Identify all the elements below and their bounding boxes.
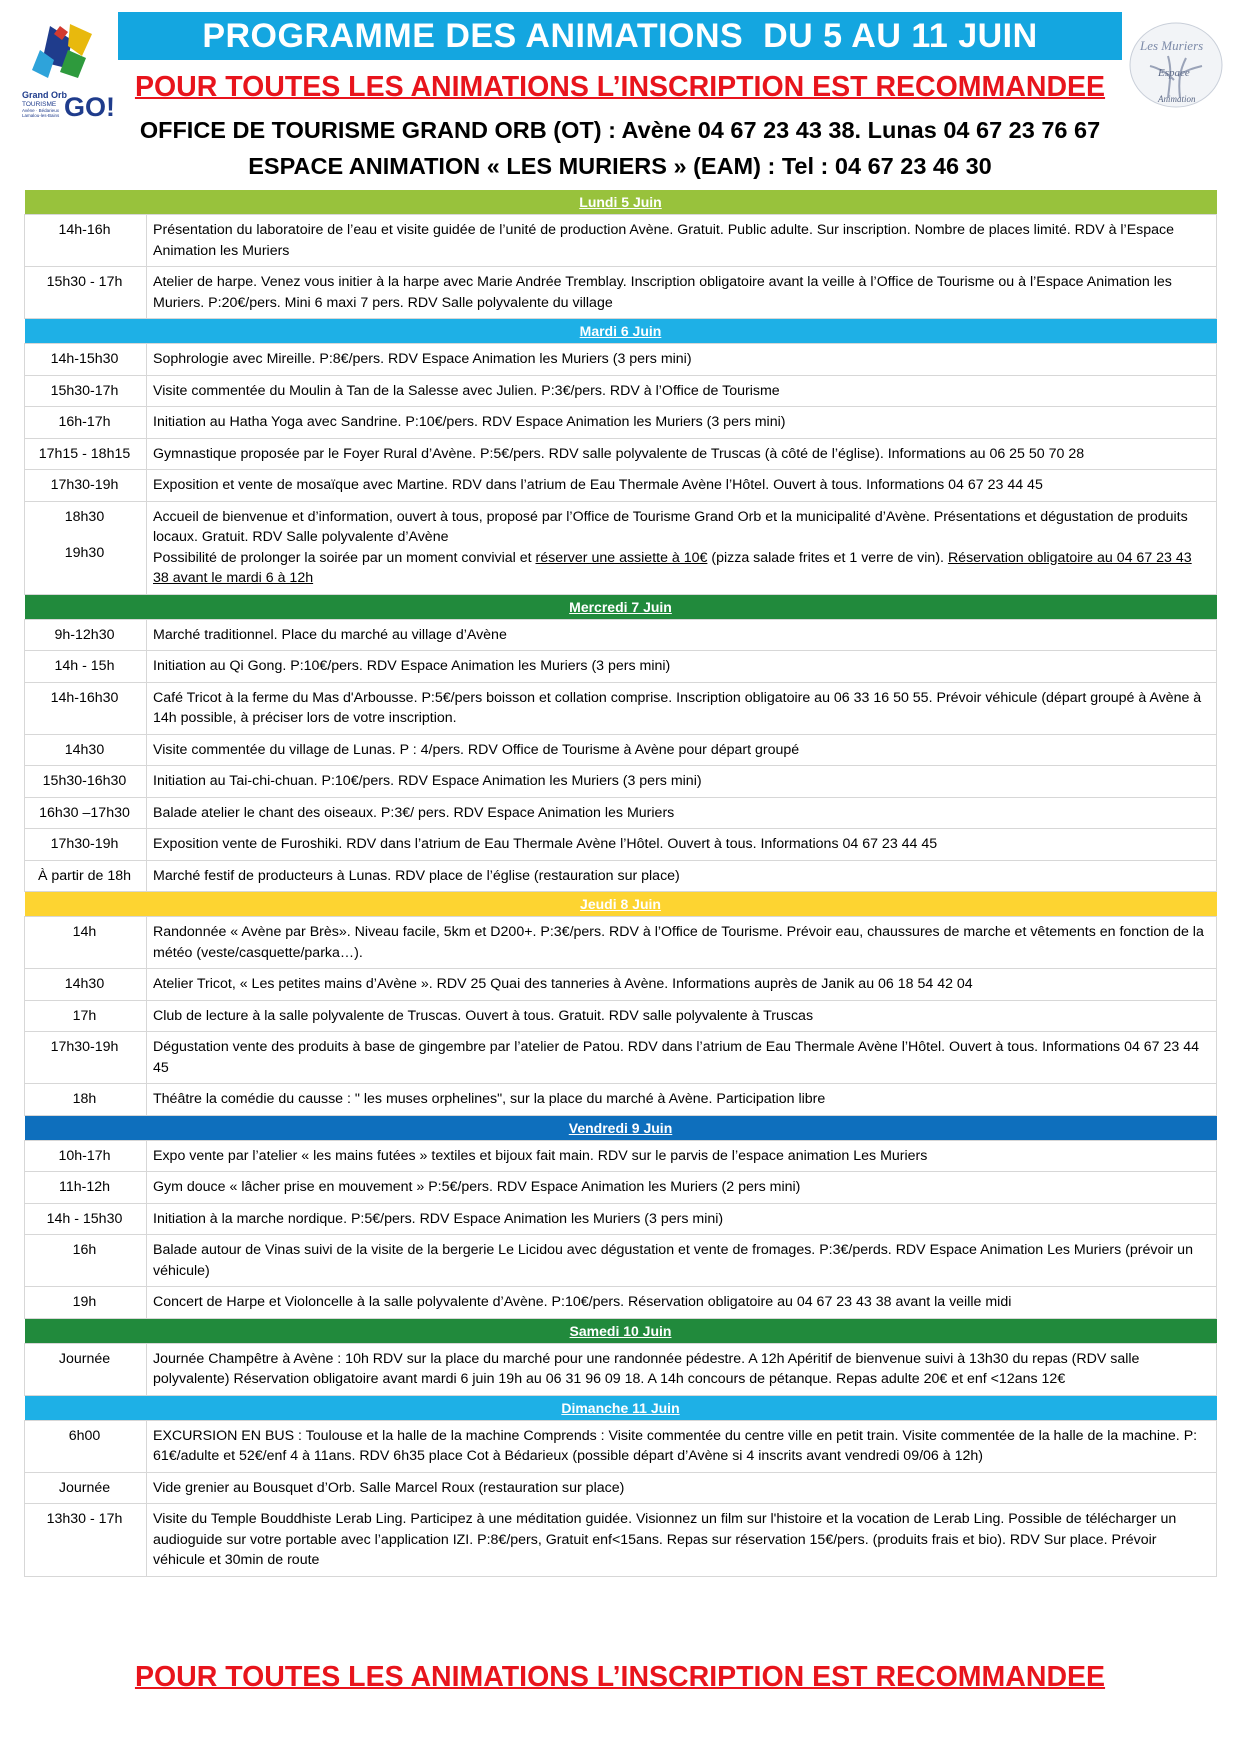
event-time: 14h - 15h30	[25, 1203, 147, 1235]
event-description: Café Tricot à la ferme du Mas d'Arbousse. P:5€/pers boisson et collation comprise. Inscription obligatoire au 06 33 16 50 55. Prévoir véhicule (départ groupé à Avène à 14h possible, à préciser lors de votre inscription.	[147, 682, 1217, 734]
event-description	[147, 501, 1217, 594]
event-row	[25, 1084, 1217, 1116]
event-description: Balade autour de Vinas suivi de la visite de la bergerie Le Licidou avec dégustation et vente de fromages. P:3€/perds. RDV Espace Animation Les Muriers (prévoir un véhicule)	[147, 1235, 1217, 1287]
menu-text: (pizza salade frites et 1 verre de vin).	[707, 549, 948, 566]
event-row	[25, 1472, 1217, 1504]
event-description: Initiation au Tai-chi-chuan. P:10€/pers. RDV Espace Animation les Muriers (3 pers mini)	[147, 766, 1217, 798]
event-row	[25, 1000, 1217, 1032]
event-time: 17h15 - 18h15	[25, 438, 147, 470]
logo-line3: Avène · Bédarieux	[22, 108, 59, 113]
event-time: 14h-16h30	[25, 682, 147, 734]
event-description: Expo vente par l’atelier « les mains futées » textiles et bijoux fait main. RDV sur le parvis de l’espace animation Les Muriers	[147, 1140, 1217, 1172]
event-row	[25, 1032, 1217, 1084]
event-description: Atelier Tricot, « Les petites mains d’Avène ». RDV 25 Quai des tanneries à Avène. Informations auprès de Janik au 06 18 54 42 04	[147, 969, 1217, 1001]
muriers-logo-mark	[1128, 20, 1224, 110]
muriers-logo-line3: Animation	[1158, 94, 1196, 104]
event-description: Exposition vente de Furoshiki. RDV dans l’atrium de Eau Thermale Avène l’Hôtel. Ouvert à tous. Informations 04 67 23 44 45	[147, 829, 1217, 861]
event-row	[25, 438, 1217, 470]
convivial-text: Possibilité de prolonger la soirée par un moment convivial et	[153, 549, 536, 566]
day-header: Vendredi 9 Juin	[25, 1115, 1217, 1140]
muriers-logo-line1: Les Muriers	[1140, 38, 1204, 53]
event-description: Dégustation vente des produits à base de gingembre par l’atelier de Patou. RDV dans l’atrium de Eau Thermale Avène l’Hôtel. Ouvert à tous. Informations 04 67 23 44 45	[147, 1032, 1217, 1084]
event-row	[25, 797, 1217, 829]
event-row	[25, 860, 1217, 892]
event-time: 19h	[25, 1287, 147, 1319]
event-description: Gymnastique proposée par le Foyer Rural d’Avène. P:5€/pers. RDV salle polyvalente de Truscas (à côté de l’église). Informations au 06 25 50 70 28	[147, 438, 1217, 470]
day-header-row	[25, 1395, 1217, 1420]
event-time: 14h-16h	[25, 215, 147, 267]
event-time: 10h-17h	[25, 1140, 147, 1172]
event-row	[25, 734, 1217, 766]
event-time	[25, 501, 147, 594]
espace-animation-contact: ESPACE ANIMATION « LES MURIERS » (EAM) : Tel : 04 67 23 46 30	[248, 153, 992, 179]
event-time: 14h - 15h	[25, 651, 147, 683]
event-description: Balade atelier le chant des oiseaux. P:3€/ pers. RDV Espace Animation les Muriers	[147, 797, 1217, 829]
event-description: Atelier de harpe. Venez vous initier à la harpe avec Marie Andrée Tremblay. Inscription obligatoire avant la veille à l’Office de Tourisme ou à l’Espace Animation les Muriers. P:20€/pers. Mini 6 maxi 7 pers. RDV Salle polyvalente du village	[147, 267, 1217, 319]
event-row	[25, 375, 1217, 407]
event-row	[25, 1287, 1217, 1319]
page-title: PROGRAMME DES ANIMATIONS DU 5 AU 11 JUIN	[118, 12, 1122, 60]
event-row	[25, 1420, 1217, 1472]
day-header: Lundi 5 Juin	[25, 190, 1217, 215]
event-row	[25, 267, 1217, 319]
accueil-description: Accueil de bienvenue et d’information, ouvert à tous, proposé par l’Office de Tourisme Grand Orb et la municipalité d’Avène. Présentations et dégustation de produits locaux. Gratuit. RDV Salle polyvalente d’Avène	[153, 508, 1188, 545]
registration-warning-top: POUR TOUTES LES ANIMATIONS L’INSCRIPTION EST RECOMMANDEE	[134, 71, 1106, 103]
event-time: 16h-17h	[25, 407, 147, 439]
event-row	[25, 829, 1217, 861]
event-time: 15h30-17h	[25, 375, 147, 407]
event-time: 9h-12h30	[25, 619, 147, 651]
event-description: Présentation du laboratoire de l’eau et visite guidée de l’unité de production Avène. Gratuit. Public adulte. Sur inscription. Nombre de places limité. RDV à l’Espace Animation les Muriers	[147, 215, 1217, 267]
event-time: 17h	[25, 1000, 147, 1032]
muriers-logo-line2: Espace	[1158, 67, 1190, 79]
event-time: 6h00	[25, 1420, 147, 1472]
event-time-1: 18h30	[64, 508, 105, 525]
day-header-row	[25, 1318, 1217, 1343]
event-description: Initiation au Hatha Yoga avec Sandrine. P:10€/pers. RDV Espace Animation les Muriers (3 pers mini)	[147, 407, 1217, 439]
day-header: Samedi 10 Juin	[25, 1318, 1217, 1343]
event-description: Journée Champêtre à Avène : 10h RDV sur la place du marché pour une randonnée pédestre. A 12h Apéritif de bienvenue suivi à 13h30 du repas (RDV salle polyvalente) Réservation obligatoire avant mardi 6 juin 19h au 06 31 96 09 18. A 14h concours de pétanque. Repas adulte 20€ et enf <12ans 12€	[147, 1343, 1217, 1395]
schedule-table	[24, 190, 1217, 1577]
event-time: 16h	[25, 1235, 147, 1287]
reserve-plate-text: réserver une assiette à 10€	[535, 549, 708, 566]
event-description: Club de lecture à la salle polyvalente de Truscas. Ouvert à tous. Gratuit. RDV salle polyvalente à Truscas	[147, 1000, 1217, 1032]
event-row	[25, 1140, 1217, 1172]
event-description: Visite du Temple Bouddhiste Lerab Ling. Participez à une méditation guidée. Visionnez un film sur l'histoire et la vocation de Lerab Ling. Possible de télécharger un audioguide sur votre portable avec l’application IZI. P:8€/pers, Gratuit enf<15ans. Repas sur réservation 15€/pers. (produits frais et bio). RDV Sur place. Prévoir véhicule et 30min de route	[147, 1504, 1217, 1577]
day-header-row	[25, 594, 1217, 619]
event-row	[25, 344, 1217, 376]
registration-warning-bottom: POUR TOUTES LES ANIMATIONS L’INSCRIPTION EST RECOMMANDEE	[134, 1661, 1106, 1693]
event-row	[25, 682, 1217, 734]
event-description: Vide grenier au Bousquet d’Orb. Salle Marcel Roux (restauration sur place)	[147, 1472, 1217, 1504]
event-row	[25, 470, 1217, 502]
event-time: 17h30-19h	[25, 1032, 147, 1084]
event-description: Sophrologie avec Mireille. P:8€/pers. RDV Espace Animation les Muriers (3 pers mini)	[147, 344, 1217, 376]
event-time: 18h	[25, 1084, 147, 1116]
reservation-required-text: Réservation obligatoire au 04 67 23 43 38 avant le mardi 6 à 12h	[153, 549, 1192, 586]
event-description: Concert de Harpe et Violoncelle à la salle polyvalente d’Avène. P:10€/pers. Réservation obligatoire au 04 67 23 43 38 avant la veille midi	[147, 1287, 1217, 1319]
day-header: Mardi 6 Juin	[25, 319, 1217, 344]
event-time: 11h-12h	[25, 1172, 147, 1204]
grand-orb-logo	[20, 16, 120, 126]
event-description: EXCURSION EN BUS : Toulouse et la halle de la machine Comprends : Visite commentée du centre ville en petit train. Visite commentée de la halle de la machine. P: 61€/adulte et 52€/enf 4 à 11ans. RDV 6h35 place Cot à Bédarieux (possible départ d’Avène si 4 inscrits avant vendredi 09/06 à 12h)	[147, 1420, 1217, 1472]
logo-line4: Lamalou-les-Bains	[22, 113, 60, 118]
event-time: 15h30 - 17h	[25, 267, 147, 319]
event-row	[25, 917, 1217, 969]
event-row	[25, 1504, 1217, 1577]
day-header: Mercredi 7 Juin	[25, 594, 1217, 619]
event-time: 14h	[25, 917, 147, 969]
event-time: À partir de 18h	[25, 860, 147, 892]
day-header: Jeudi 8 Juin	[25, 892, 1217, 917]
day-header-row	[25, 190, 1217, 215]
event-description: Initiation au Qi Gong. P:10€/pers. RDV Espace Animation les Muriers (3 pers mini)	[147, 651, 1217, 683]
day-header: Dimanche 11 Juin	[25, 1395, 1217, 1420]
event-row	[25, 651, 1217, 683]
event-time: 15h30-16h30	[25, 766, 147, 798]
event-description: Visite commentée du village de Lunas. P : 4/pers. RDV Office de Tourisme à Avène pour départ groupé	[147, 734, 1217, 766]
event-time: 13h30 - 17h	[25, 1504, 147, 1577]
logo-line1: Grand Orb	[22, 90, 68, 100]
event-row	[25, 215, 1217, 267]
event-row-accueil	[25, 501, 1217, 594]
event-time: 14h-15h30	[25, 344, 147, 376]
tourism-office-contact: OFFICE DE TOURISME GRAND ORB (OT) : Avène 04 67 23 43 38. Lunas 04 67 23 76 67	[139, 117, 1101, 143]
day-header-row	[25, 892, 1217, 917]
event-row	[25, 766, 1217, 798]
grand-orb-logo-mark	[20, 16, 120, 126]
event-time: 17h30-19h	[25, 470, 147, 502]
logo-go-mark: GO!	[64, 92, 115, 122]
event-row	[25, 1343, 1217, 1395]
event-description: Marché traditionnel. Place du marché au village d’Avène	[147, 619, 1217, 651]
day-header-row	[25, 1115, 1217, 1140]
event-row	[25, 1203, 1217, 1235]
day-header-row	[25, 319, 1217, 344]
event-row	[25, 969, 1217, 1001]
event-time: 14h30	[25, 734, 147, 766]
event-time: Journée	[25, 1343, 147, 1395]
event-row	[25, 1172, 1217, 1204]
event-description: Marché festif de producteurs à Lunas. RDV place de l’église (restauration sur place)	[147, 860, 1217, 892]
event-description: Randonnée « Avène par Brès». Niveau facile, 5km et D200+. P:3€/pers. RDV à l’Office de Tourisme. Prévoir eau, chaussures de marche et vêtements en fonction de la météo (veste/casquette/parka…).	[147, 917, 1217, 969]
event-description: Gym douce « lâcher prise en mouvement » P:5€/pers. RDV Espace Animation les Muriers (2 pers mini)	[147, 1172, 1217, 1204]
logo-line2: TOURISME	[22, 101, 57, 108]
event-time: 16h30 –17h30	[25, 797, 147, 829]
espace-animation-logo	[1128, 20, 1224, 110]
event-time: Journée	[25, 1472, 147, 1504]
event-description: Théâtre la comédie du causse : " les muses orphelines", sur la place du marché à Avène. Participation libre	[147, 1084, 1217, 1116]
event-description: Exposition et vente de mosaïque avec Martine. RDV dans l’atrium de Eau Thermale Avène l’Hôtel. Ouvert à tous. Informations 04 67 23 44 45	[147, 470, 1217, 502]
event-row	[25, 619, 1217, 651]
event-row	[25, 1235, 1217, 1287]
event-time-2: 19h30	[64, 545, 105, 561]
event-description: Initiation à la marche nordique. P:5€/pers. RDV Espace Animation les Muriers (3 pers mini)	[147, 1203, 1217, 1235]
event-time: 14h30	[25, 969, 147, 1001]
event-time: 17h30-19h	[25, 829, 147, 861]
event-description: Visite commentée du Moulin à Tan de la Salesse avec Julien. P:3€/pers. RDV à l’Office de Tourisme	[147, 375, 1217, 407]
event-row	[25, 407, 1217, 439]
